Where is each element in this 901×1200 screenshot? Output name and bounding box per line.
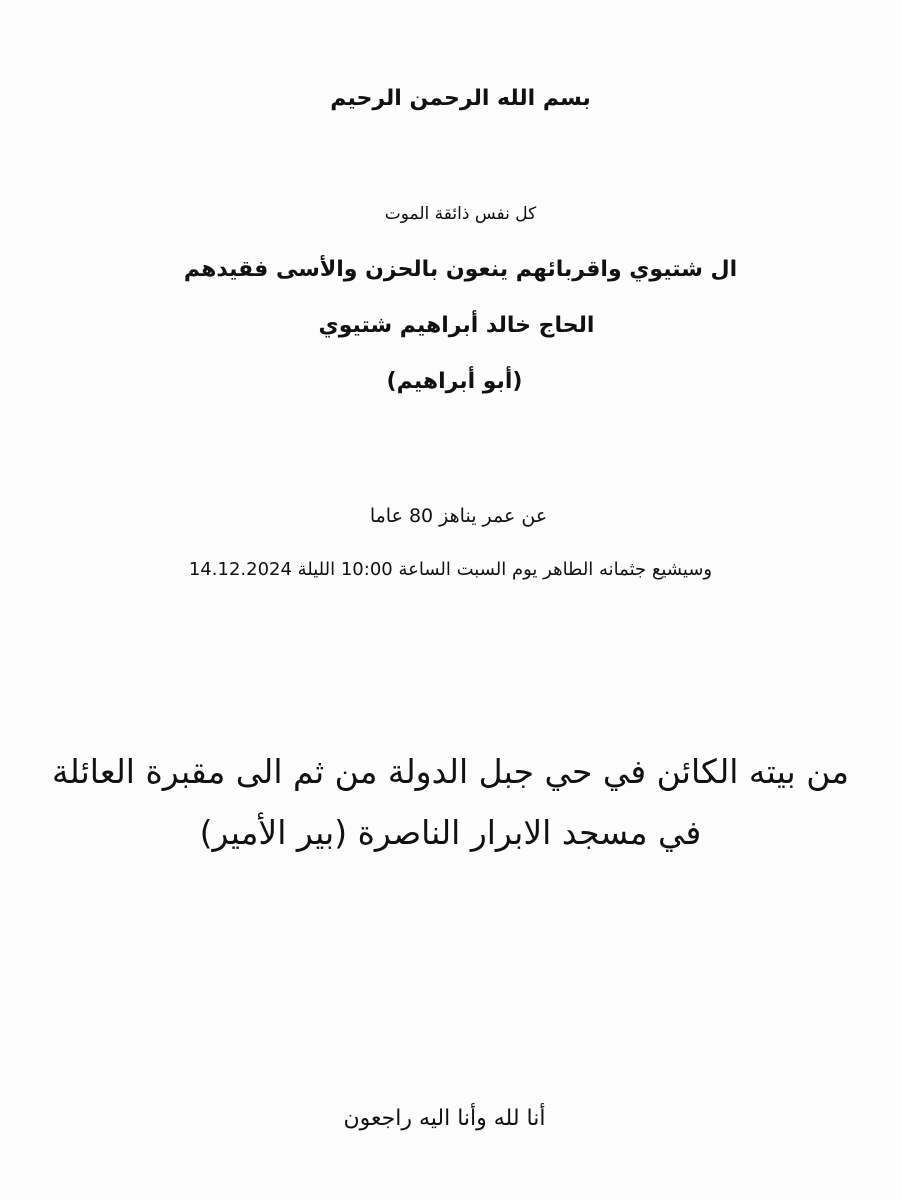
age-line: عن عمر يناهز 80 عاما xyxy=(369,505,548,527)
announcement-text: ال شتيوي واقربائهم ينعون بالحزن والأسى فقيدهم xyxy=(183,257,738,282)
closing-verse: أنا لله وأنا اليه راجعون xyxy=(343,1106,546,1131)
funeral-route-line-1: من بيته الكائن في حي جبل الدولة من ثم الى مقبرة العائلة xyxy=(51,752,850,791)
basmala-heading: بسم الله الرحمن الرحيم xyxy=(330,86,591,111)
funeral-route-line-2: في مسجد الابرار الناصرة (بير الأمير) xyxy=(199,813,702,852)
quran-verse: كل نفس ذائقة الموت xyxy=(384,204,537,224)
deceased-name: الحاج خالد أبراهيم شتيوي xyxy=(318,313,595,338)
deceased-kunya: (أبو أبراهيم) xyxy=(386,369,523,394)
funeral-time-line: وسيشيع جثمانه الطاهر يوم السبت الساعة 10:00 الليلة 14.12.2024 xyxy=(188,559,713,580)
